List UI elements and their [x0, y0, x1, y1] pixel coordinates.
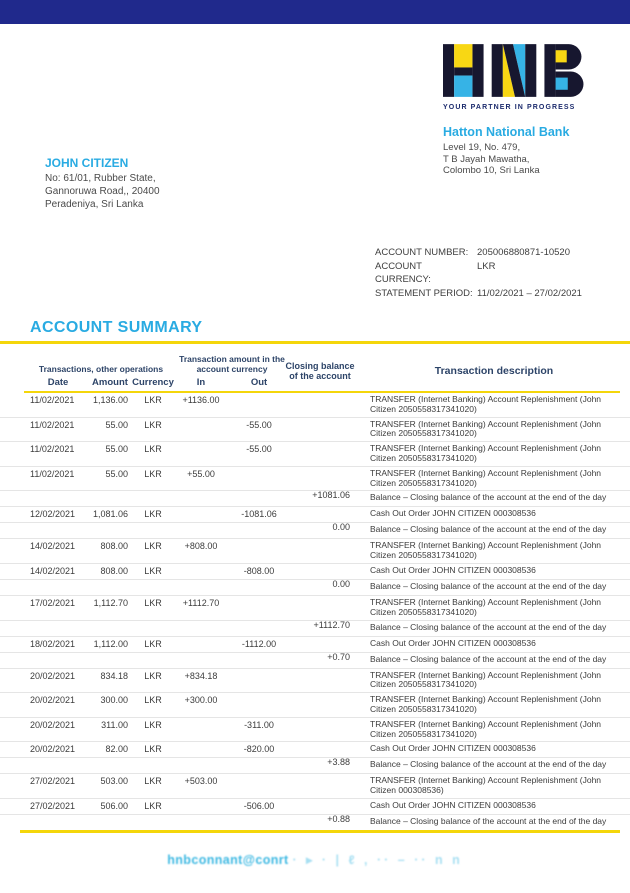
customer-address: [45, 172, 160, 211]
cell-desc: Balance – Closing balance of the account at the end of the day: [370, 759, 607, 770]
cell-amount: 808.00: [100, 541, 128, 552]
account-currency-value: LKR: [477, 260, 496, 272]
table-row: [0, 539, 630, 564]
bank-address-line: Level 19, No. 479,: [443, 142, 521, 153]
cell-out: [228, 582, 290, 593]
cell-closing: [290, 639, 350, 650]
cell-currency: [132, 655, 174, 666]
cell-date: 11/02/2021: [30, 395, 75, 405]
cell-currency: LKR: [144, 638, 162, 649]
bank-address-line: Colombo 10, Sri Lanka: [443, 165, 540, 176]
cell-out: [228, 525, 290, 536]
account-number-row: [375, 246, 582, 260]
cell-out: -55.00: [246, 444, 272, 455]
cell-closing: [290, 776, 350, 796]
customer-address-line: No: 61/01, Rubber State,: [45, 173, 156, 184]
cell-desc: Balance – Closing balance of the account at the end of the day: [370, 492, 607, 503]
cell-in: [174, 493, 228, 504]
cell-closing: [290, 720, 350, 740]
customer-name: JOHN CITIZEN: [45, 156, 129, 170]
table-row: [0, 467, 630, 492]
cell-date: [28, 493, 88, 504]
cell-out: [228, 671, 290, 691]
cell-in: +834.18: [184, 670, 218, 681]
cell-amount: [88, 525, 132, 536]
cell-date: [28, 582, 88, 593]
cell-in: [174, 420, 228, 440]
cell-in: [174, 509, 228, 520]
table-row: [0, 491, 630, 507]
table-row: [0, 774, 630, 799]
cell-date: 11/02/2021: [30, 444, 75, 455]
cell-date: [28, 760, 88, 771]
cell-desc: Cash Out Order JOHN CITIZEN 000308536: [370, 743, 536, 754]
cell-amount: 311.00: [101, 719, 128, 730]
table-row: [0, 742, 630, 758]
table-row: [0, 580, 630, 596]
column-header-out: Out: [250, 377, 268, 388]
account-info-block: [375, 246, 582, 300]
cell-currency: [132, 623, 174, 634]
cell-desc: Cash Out Order JOHN CITIZEN 000308536: [370, 508, 536, 519]
cell-closing: [290, 469, 350, 489]
cell-in: [174, 744, 228, 755]
cell-currency: LKR: [144, 695, 162, 706]
column-header-date: Date: [47, 377, 69, 388]
cell-in: [174, 639, 228, 650]
cell-currency: [132, 493, 174, 504]
section-title-account-summary: ACCOUNT SUMMARY: [30, 319, 203, 336]
cell-desc: Cash Out Order JOHN CITIZEN 000308536: [370, 637, 536, 648]
cell-in: [174, 566, 228, 577]
cell-date: 17/02/2021: [30, 597, 76, 608]
cell-closing: +3.88: [327, 757, 350, 768]
cell-out: [228, 695, 290, 715]
cell-desc: Balance – Closing balance of the account at the end of the day: [370, 621, 607, 632]
table-row: [0, 637, 630, 653]
cell-out: -820.00: [243, 744, 275, 755]
cell-currency: LKR: [144, 509, 162, 520]
cell-desc: TRANSFER (Internet Banking) Account Replenishment (John Citizen 2050558317341020): [370, 540, 602, 561]
cell-closing: +1112.70: [313, 619, 350, 630]
account-number-label: ACCOUNT NUMBER:: [375, 247, 469, 258]
cell-amount: 1,112.00: [93, 638, 128, 649]
table-row: [0, 758, 630, 774]
cell-date: 14/02/2021: [30, 565, 76, 576]
cell-desc: TRANSFER (Internet Banking) Account Replenishment (John Citizen 2050558317341020): [370, 394, 602, 414]
cell-date: 20/02/2021: [30, 719, 76, 730]
cell-date: 20/02/2021: [30, 744, 76, 755]
cell-in: [174, 817, 228, 828]
cell-desc: TRANSFER (Internet Banking) Account Replenishment (John Citizen 2050558317341020): [370, 694, 602, 714]
cell-date: [28, 525, 88, 536]
cell-currency: LKR: [144, 565, 162, 576]
account-currency-row: [375, 260, 582, 287]
cell-out: [228, 493, 290, 504]
cell-closing: [290, 509, 350, 520]
cell-out: -506.00: [243, 800, 275, 811]
cell-amount: [88, 582, 132, 593]
cell-currency: LKR: [144, 419, 162, 430]
cell-currency: [132, 760, 174, 771]
cell-currency: LKR: [144, 744, 162, 755]
cell-desc: Cash Out Order JOHN CITIZEN 000308536: [370, 564, 536, 575]
cell-amount: 1,112.70: [93, 597, 128, 608]
cell-date: 11/02/2021: [30, 419, 75, 430]
cell-currency: [132, 525, 174, 536]
cell-desc: TRANSFER (Internet Banking) Account Replenishment (John Citizen 2050558317341020): [370, 669, 602, 690]
cell-currency: [132, 817, 174, 828]
cell-currency: [132, 582, 174, 593]
column-header-in: In: [196, 377, 206, 388]
cell-amount: 503.00: [100, 776, 128, 787]
cell-closing: [290, 801, 350, 812]
cell-desc: Balance – Closing balance of the account at the end of the day: [370, 653, 607, 664]
cell-date: 27/02/2021: [30, 776, 76, 787]
bank-address: [443, 142, 613, 177]
table-row: [0, 507, 630, 523]
cell-amount: 808.00: [100, 565, 128, 576]
cell-desc: Cash Out Order JOHN CITIZEN 000308536: [370, 799, 536, 810]
cell-closing: [290, 566, 350, 577]
cell-out: -1081.06: [241, 509, 277, 520]
cell-closing: [290, 695, 350, 715]
cell-date: 20/02/2021: [30, 670, 76, 681]
column-header-currency: Currency: [132, 377, 174, 388]
table-row: [0, 418, 630, 443]
cell-closing: [290, 541, 350, 561]
cell-closing: +0.70: [327, 651, 350, 662]
footer: [0, 852, 630, 867]
cell-currency: LKR: [144, 670, 162, 681]
cell-amount: 1,136.00: [92, 395, 128, 405]
cell-desc: Balance – Closing balance of the account at the end of the day: [370, 524, 607, 535]
cell-currency: LKR: [144, 800, 162, 811]
cell-closing: [290, 598, 350, 618]
cell-currency: LKR: [144, 719, 162, 730]
cell-out: [228, 395, 290, 415]
cell-out: [228, 541, 290, 561]
hnb-logo-icon: [443, 44, 585, 97]
cell-amount: [88, 760, 132, 771]
cell-closing: [290, 420, 350, 440]
column-header-amount: Amount: [92, 377, 128, 388]
account-currency-label: ACCOUNT CURRENCY:: [375, 260, 431, 285]
table-row: [0, 393, 630, 418]
cell-amount: [88, 817, 132, 828]
cell-in: [174, 655, 228, 666]
cell-date: 20/02/2021: [30, 695, 76, 706]
cell-out: [228, 623, 290, 634]
cell-in: +300.00: [184, 695, 218, 706]
group-header-amount-currency: Transaction amount in the account currency: [179, 354, 285, 374]
cell-in: +808.00: [184, 541, 218, 552]
yellow-rule-bottom: [20, 830, 620, 833]
group-header-transactions: Transactions, other operations: [38, 364, 164, 374]
cell-out: [228, 760, 290, 771]
statement-period-label: STATEMENT PERIOD:: [375, 287, 473, 299]
cell-desc: TRANSFER (Internet Banking) Account Replenishment (John Citizen 000308536): [370, 775, 602, 796]
footer-faded-text: · ▸ · | ℓ , ·· – ·· n n: [292, 853, 463, 867]
cell-closing: [290, 744, 350, 755]
cell-date: [28, 623, 88, 634]
cell-closing: 0.00: [332, 522, 350, 533]
table-row: [0, 564, 630, 580]
cell-desc: TRANSFER (Internet Banking) Account Replenishment (John Citizen 2050558317341020): [370, 418, 602, 439]
cell-out: -55.00: [246, 419, 272, 430]
table-row: [0, 693, 630, 718]
cell-amount: 82.00: [105, 744, 128, 755]
cell-out: -311.00: [244, 719, 274, 730]
cell-out: [228, 776, 290, 796]
cell-amount: [88, 655, 132, 666]
cell-closing: [290, 671, 350, 691]
cell-in: +55.00: [187, 468, 215, 479]
account-number-value: 205006880871-10520: [477, 247, 570, 258]
cell-in: +503.00: [184, 776, 218, 787]
cell-closing: +0.88: [327, 813, 350, 824]
table-row: [0, 669, 630, 694]
cell-amount: 506.00: [100, 800, 128, 811]
table-row: [0, 815, 630, 830]
statement-period-row: [375, 287, 582, 301]
cell-in: +1136.00: [182, 395, 220, 405]
cell-currency: LKR: [144, 597, 162, 608]
cell-in: [174, 623, 228, 634]
cell-in: [174, 760, 228, 771]
cell-date: 12/02/2021: [30, 509, 76, 520]
table-row: [0, 621, 630, 637]
table-row: [0, 718, 630, 743]
cell-out: [228, 817, 290, 828]
table-row: [0, 442, 630, 467]
cell-out: [228, 469, 290, 489]
bank-logo-block: [443, 44, 613, 177]
cell-amount: 55.00: [105, 444, 128, 455]
cell-date: [28, 655, 88, 666]
cell-currency: LKR: [144, 541, 162, 552]
cell-desc: TRANSFER (Internet Banking) Account Replenishment (John Citizen 2050558317341020): [370, 718, 602, 739]
cell-amount: 55.00: [105, 419, 128, 430]
bank-name: Hatton National Bank: [443, 125, 570, 139]
cell-desc: TRANSFER (Internet Banking) Account Replenishment (John Citizen 2050558317341020): [370, 467, 602, 488]
customer-block: [45, 156, 160, 211]
cell-out: [228, 598, 290, 618]
cell-out: -808.00: [243, 565, 275, 576]
cell-currency: LKR: [144, 468, 162, 479]
cell-currency: LKR: [144, 395, 162, 405]
cell-out: -1112.00: [241, 638, 277, 649]
cell-currency: LKR: [144, 776, 162, 787]
cell-desc: Balance – Closing balance of the account at the end of the day: [370, 815, 607, 826]
cell-in: [174, 444, 228, 464]
cell-date: 27/02/2021: [30, 800, 76, 811]
cell-closing: [290, 444, 350, 464]
cell-closing: [290, 395, 350, 415]
bank-address-line: T B Jayah Mawatha,: [443, 153, 530, 165]
cell-in: [174, 582, 228, 593]
transactions-table: [0, 348, 630, 833]
cell-desc: Balance – Closing balance of the account at the end of the day: [370, 580, 607, 591]
cell-out: [228, 655, 290, 666]
customer-address-line: Gannoruwa Road,, 20400: [45, 186, 160, 197]
table-header: [0, 348, 630, 388]
cell-date: 11/02/2021: [30, 468, 75, 479]
table-body: [0, 393, 630, 830]
footer-email: hnbconnant@conrt: [167, 853, 289, 867]
table-row: [0, 799, 630, 815]
top-bar: [0, 0, 630, 24]
table-row: [0, 596, 630, 621]
yellow-rule-top: [0, 341, 630, 344]
cell-amount: 834.18: [100, 670, 128, 681]
table-row: [0, 523, 630, 539]
bank-tagline: YOUR PARTNER IN PROGRESS: [443, 104, 576, 111]
cell-date: 14/02/2021: [30, 541, 76, 552]
cell-date: 18/02/2021: [30, 638, 76, 649]
cell-currency: LKR: [144, 444, 162, 455]
group-header-description: Transaction description: [434, 365, 554, 377]
statement-period-value: 11/02/2021 – 27/02/2021: [477, 287, 582, 299]
cell-closing: +1081.06: [312, 490, 350, 501]
cell-amount: [88, 493, 132, 504]
cell-desc: TRANSFER (Internet Banking) Account Replenishment (John Citizen 2050558317341020): [370, 596, 602, 617]
cell-amount: [88, 623, 132, 634]
cell-closing: 0.00: [332, 578, 350, 589]
cell-date: [28, 817, 88, 828]
customer-address-line: Peradeniya, Sri Lanka: [45, 199, 144, 210]
cell-in: [174, 720, 228, 740]
group-header-closing-balance: Closing balance of the account: [285, 361, 355, 381]
cell-in: [174, 525, 228, 536]
cell-desc: TRANSFER (Internet Banking) Account Replenishment (John Citizen 2050558317341020): [370, 443, 602, 463]
cell-amount: 55.00: [105, 468, 128, 479]
cell-amount: 300.00: [100, 695, 128, 706]
cell-amount: 1,081.06: [92, 509, 128, 520]
cell-in: +1112.70: [182, 597, 220, 608]
cell-in: [174, 801, 228, 812]
table-row: [0, 653, 630, 669]
